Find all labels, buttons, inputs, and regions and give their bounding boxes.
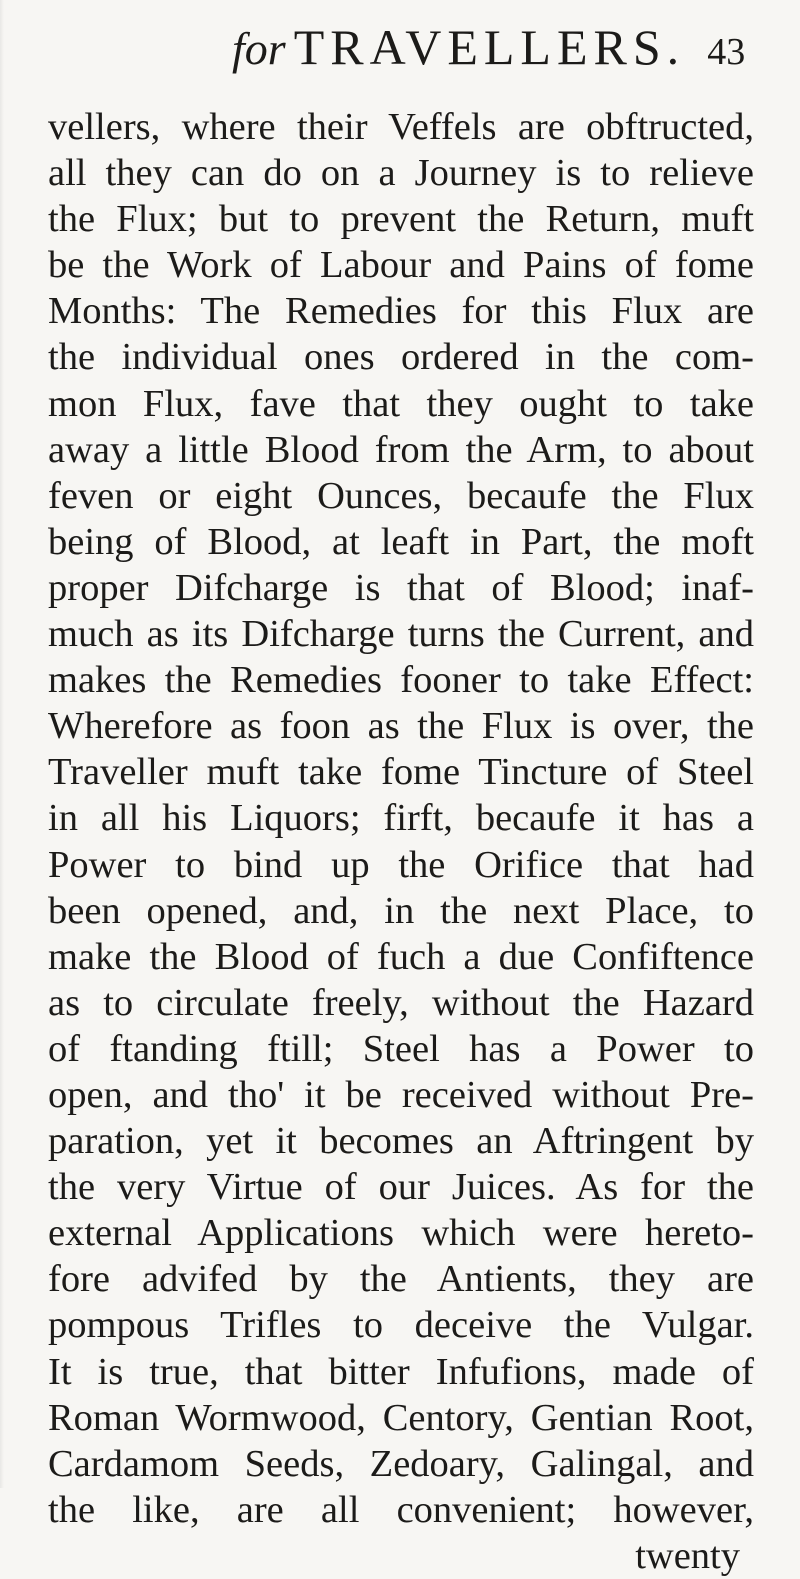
text-line: paration, yet it becomes an Aftringent by [48,1120,754,1163]
text-line: been opened, and, in the next Place, to [48,889,754,932]
text-line: Traveller muft take fome Tincture of Steel [48,751,754,794]
catchword: twenty [635,1534,740,1577]
text-line: makes the Remedies fooner to take Effect: [48,659,754,702]
running-header [232,18,772,90]
text-line: the individual ones ordered in the com- [48,336,754,379]
text-line: away a little Blood from the Arm, to about [48,428,754,471]
text-line: of ftanding ftill; Steel has a Power to [48,1027,754,1070]
text-line: Power to bind up the Orifice that had [48,843,754,886]
text-line: It is true, that bitter Infufions, made of [48,1350,754,1393]
text-line: vellers, where their Veffels are obftructed, [48,106,754,148]
text-line: mon Flux, fave that they ought to take [48,382,754,425]
text-line: make the Blood of fuch a due Confiftence [48,935,754,978]
page-edge-shadow [0,0,4,1488]
text-line: pompous Trifles to deceive the Vulgar. [48,1304,754,1347]
header-title: TRAVELLERS. [293,19,686,75]
text-line: the very Virtue of our Juices. As for the [48,1166,754,1209]
text-line: Wherefore as foon as the Flux is over, the [48,705,754,748]
header-prefix: for [232,23,286,74]
text-line: Roman Wormwood, Centory, Gentian Root, [48,1396,754,1439]
text-line: as to circulate freely, without the Hazard [48,981,754,1024]
page-number: 43 [707,31,746,73]
text-line: proper Difcharge is that of Blood; inaf- [48,566,754,609]
text-line: Cardamom Seeds, Zedoary, Galingal, and [48,1442,754,1485]
text-line: all they can do on a Journey is to relieve [48,152,754,195]
text-line: being of Blood, at leaft in Part, the moft [48,520,754,563]
body-text [48,104,754,1579]
text-line: the Flux; but to prevent the Return, muft [48,198,754,241]
text-line: the like, are all convenient; however, [48,1488,754,1531]
text-line: fore advifed by the Antients, they are [48,1258,754,1301]
text-line: external Applications which were hereto- [48,1212,754,1255]
text-line: much as its Difcharge turns the Current, and [48,613,754,656]
text-line: in all his Liquors; firft, becaufe it has a [48,797,754,840]
text-line: open, and tho' it be received without Pre- [48,1073,754,1116]
text-line: feven or eight Ounces, becaufe the Flux [48,474,754,517]
text-line: be the Work of Labour and Pains of fome [48,244,754,287]
text-line: Months: The Remedies for this Flux are [48,290,754,333]
